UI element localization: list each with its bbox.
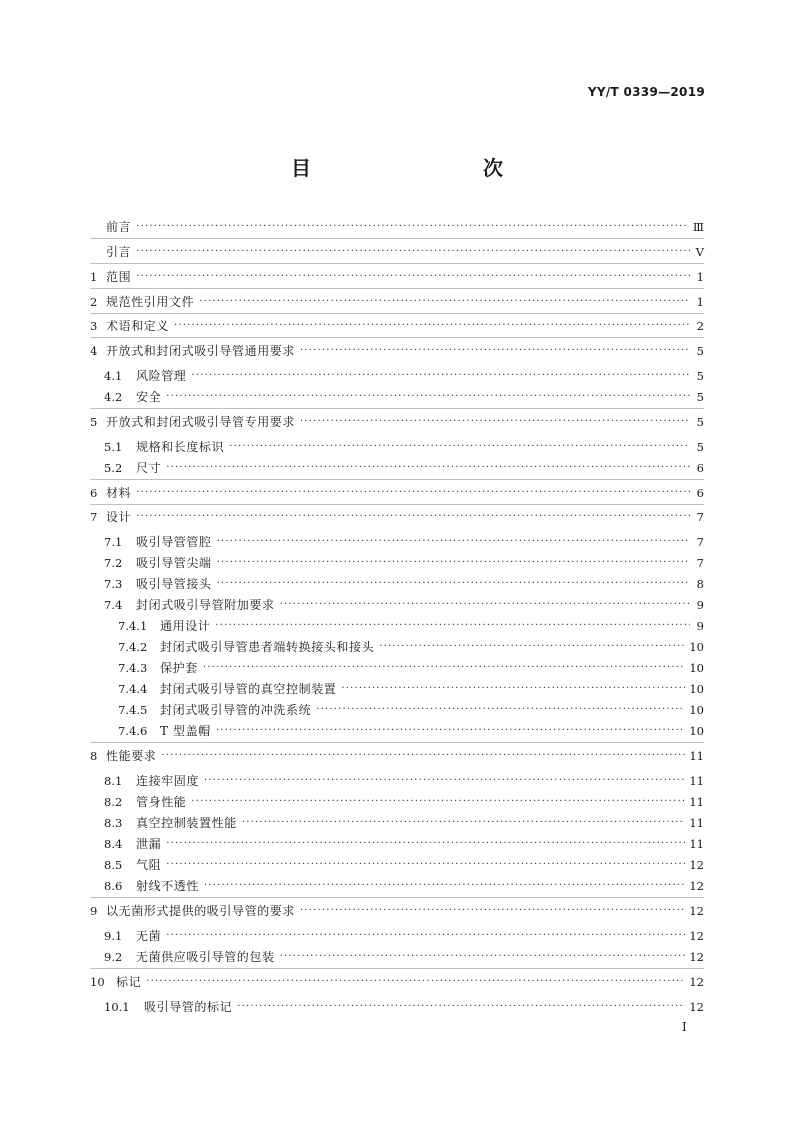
toc-entry-label: 术语和定义 <box>106 319 170 333</box>
toc-entry-page: 12 <box>689 858 704 872</box>
toc-entry-number: 8 <box>90 749 98 763</box>
toc-entry[interactable] <box>90 616 704 636</box>
toc-entry-page: 5 <box>696 344 704 358</box>
toc-entry-page: 5 <box>696 390 704 404</box>
dot-leader <box>191 792 685 812</box>
toc-entry[interactable] <box>90 855 704 875</box>
toc-entry-page: 5 <box>696 440 704 454</box>
toc-entry-label: 射线不透性 <box>136 879 200 893</box>
toc-entry-label: 尺寸 <box>136 461 162 475</box>
dot-leader <box>280 595 690 615</box>
toc-entry-label: 开放式和封闭式吸引导管专用要求 <box>106 415 296 429</box>
toc-entry-number: 3 <box>90 319 98 333</box>
dot-leader <box>300 901 685 921</box>
dot-leader <box>237 997 685 1017</box>
toc-separator <box>90 238 704 239</box>
toc-entry[interactable] <box>90 792 704 812</box>
toc-entry-label: 规格和长度标识 <box>136 440 225 454</box>
toc-entry-number: 9 <box>90 904 98 918</box>
dot-leader <box>204 876 685 896</box>
toc-entry-page: 2 <box>696 319 704 333</box>
toc-entry-label: 吸引导管管腔 <box>136 535 212 549</box>
dot-leader <box>174 316 690 336</box>
toc-entry[interactable] <box>90 679 704 699</box>
toc-entry-label: 以无菌形式提供的吸引导管的要求 <box>106 904 296 918</box>
toc-entry-page: 8 <box>696 577 704 591</box>
toc-entry-number: 5 <box>90 415 98 429</box>
toc-entry[interactable] <box>90 972 704 992</box>
toc-entry-number: 4.1 <box>104 369 123 383</box>
toc-entry[interactable] <box>90 901 704 921</box>
toc-entry[interactable] <box>90 997 704 1017</box>
toc-entry[interactable] <box>90 658 704 678</box>
toc-entry[interactable] <box>90 412 704 432</box>
toc-entry-page: 11 <box>689 837 704 851</box>
toc-entry-page: 6 <box>696 486 704 500</box>
toc-entry-number: 5.2 <box>104 461 123 475</box>
toc-entry-label: 封闭式吸引导管的冲洗系统 <box>160 703 312 717</box>
toc-entry-label: 保护套 <box>160 661 198 675</box>
toc-entry[interactable] <box>90 366 704 386</box>
toc-entry-page: 1 <box>696 295 704 309</box>
dot-leader <box>341 679 685 699</box>
toc-separator <box>90 742 704 743</box>
toc-entry-page: 12 <box>689 1000 704 1014</box>
dot-leader <box>379 637 685 657</box>
toc-entry-page: 7 <box>696 556 704 570</box>
toc-separator <box>90 504 704 505</box>
toc-entry[interactable] <box>90 267 704 287</box>
dot-leader <box>166 387 690 407</box>
toc-entry-page: 9 <box>696 619 704 633</box>
toc-entry[interactable] <box>90 437 704 457</box>
dot-leader <box>161 746 685 766</box>
toc-entry-label: 吸引导管尖端 <box>136 556 212 570</box>
dot-leader <box>217 532 690 552</box>
toc-entry[interactable] <box>90 242 704 262</box>
dot-leader <box>204 771 685 791</box>
dot-leader <box>136 507 690 527</box>
toc-entry-label: 规范性引用文件 <box>106 295 195 309</box>
toc-separator <box>90 337 704 338</box>
toc-entry-page: 6 <box>696 461 704 475</box>
toc-entry-label: 吸引导管的标记 <box>144 1000 233 1014</box>
toc-entry-number: 7.2 <box>104 556 123 570</box>
toc-entry-number: 10.1 <box>104 1000 130 1014</box>
toc-entry-label: 管身性能 <box>136 795 187 809</box>
toc-entry-page: 12 <box>689 879 704 893</box>
dot-leader <box>300 412 690 432</box>
toc-entry-number: 4.2 <box>104 390 123 404</box>
toc-entry-page: 12 <box>689 929 704 943</box>
toc-entry-label: 设计 <box>106 510 132 524</box>
toc-entry-number: 4 <box>90 344 98 358</box>
dot-leader <box>203 658 686 678</box>
toc-entry-page: 10 <box>689 682 704 696</box>
dot-leader <box>166 834 685 854</box>
toc-entry[interactable] <box>90 217 704 237</box>
page-number: I <box>682 1020 687 1034</box>
toc-entry-label: 泄漏 <box>136 837 162 851</box>
toc-entry[interactable] <box>90 595 704 615</box>
toc-separator <box>90 263 704 264</box>
toc-entry-number: 6 <box>90 486 98 500</box>
toc-entry-label: 真空控制装置性能 <box>136 816 237 830</box>
page-title: 目 次 <box>291 156 547 180</box>
toc-entry-label: 封闭式吸引导管患者端转换接头和接头 <box>160 640 375 654</box>
document-code: YY/T 0339—2019 <box>587 85 705 99</box>
dot-leader <box>280 947 686 967</box>
toc-entry[interactable] <box>90 947 704 967</box>
toc-entry-page: 10 <box>689 661 704 675</box>
toc-entry-label: 安全 <box>136 390 162 404</box>
toc-entry-page: 10 <box>689 703 704 717</box>
dot-leader <box>229 437 690 457</box>
dot-leader <box>146 972 685 992</box>
dot-leader <box>166 855 685 875</box>
toc-entry-label: 性能要求 <box>106 749 157 763</box>
toc-entry-page: 10 <box>689 640 704 654</box>
dot-leader <box>136 217 689 237</box>
toc-entry-label: 气阻 <box>136 858 162 872</box>
toc-entry-page: Ⅲ <box>692 220 704 234</box>
toc-entry-page: 12 <box>689 904 704 918</box>
toc-entry-label: 引言 <box>106 245 132 259</box>
toc-entry-page: 11 <box>689 774 704 788</box>
toc-entry-number: 7.4.1 <box>118 619 148 633</box>
toc-entry[interactable] <box>90 387 704 407</box>
toc-entry-page: 1 <box>696 270 704 284</box>
toc-entry[interactable] <box>90 637 704 657</box>
toc-entry-label: 范围 <box>106 270 132 284</box>
toc-entry[interactable] <box>90 553 704 573</box>
toc-entry-number: 7 <box>90 510 98 524</box>
toc-entry-page: 12 <box>689 950 704 964</box>
toc-entry-label: 前言 <box>106 220 132 234</box>
toc-entry-page: 5 <box>696 369 704 383</box>
toc-entry-page: 9 <box>696 598 704 612</box>
dot-leader <box>215 616 690 636</box>
toc-entry-number: 8.2 <box>104 795 123 809</box>
toc-entry[interactable] <box>90 483 704 503</box>
toc-separator <box>90 408 704 409</box>
toc-entry[interactable] <box>90 458 704 478</box>
toc-entry-number: 2 <box>90 295 98 309</box>
toc-entry-number: 8.3 <box>104 816 123 830</box>
toc-entry-page: 11 <box>689 795 704 809</box>
toc-entry-label: 无菌供应吸引导管的包装 <box>136 950 275 964</box>
dot-leader <box>216 721 686 741</box>
toc-entry[interactable] <box>90 341 704 361</box>
toc-entry[interactable] <box>90 574 704 594</box>
dot-leader <box>217 574 690 594</box>
toc-entry-label: 封闭式吸引导管的真空控制装置 <box>160 682 337 696</box>
toc-entry-number: 7.4.2 <box>118 640 148 654</box>
toc-entry-label: 封闭式吸引导管附加要求 <box>136 598 275 612</box>
toc-separator <box>90 288 704 289</box>
toc-entry[interactable] <box>90 532 704 552</box>
toc-entry-number: 7.4 <box>104 598 123 612</box>
toc-entry-label: 无菌 <box>136 929 162 943</box>
dot-leader <box>316 700 685 720</box>
toc-entry-number: 7.3 <box>104 577 123 591</box>
toc-entry[interactable] <box>90 834 704 854</box>
toc-entry[interactable] <box>90 316 704 336</box>
toc-separator <box>90 968 704 969</box>
toc-entry[interactable] <box>90 746 704 766</box>
dot-leader <box>166 926 685 946</box>
toc-entry-number: 7.4.6 <box>118 724 148 738</box>
toc-entry-page: 12 <box>689 975 704 989</box>
dot-leader <box>199 292 690 312</box>
toc-separator <box>90 313 704 314</box>
toc-entry-page: Ⅴ <box>695 245 704 259</box>
dot-leader <box>136 267 690 287</box>
toc-entry-number: 7.4.5 <box>118 703 148 717</box>
toc-entry-label: 吸引导管接头 <box>136 577 212 591</box>
toc-entry-label: 材料 <box>106 486 132 500</box>
dot-leader <box>217 553 690 573</box>
dot-leader <box>166 458 690 478</box>
toc-entry-label: 风险管理 <box>136 369 187 383</box>
toc-entry-label: 连接牢固度 <box>136 774 200 788</box>
toc-entry[interactable] <box>90 813 704 833</box>
toc-entry-number: 5.1 <box>104 440 123 454</box>
toc-entry-page: 11 <box>689 749 704 763</box>
toc-entry-number: 9.1 <box>104 929 123 943</box>
toc-entry-number: 8.4 <box>104 837 123 851</box>
toc-entry-number: 9.2 <box>104 950 123 964</box>
toc-separator <box>90 479 704 480</box>
dot-leader <box>242 813 686 833</box>
toc-entry-number: 8.6 <box>104 879 123 893</box>
toc-separator <box>90 897 704 898</box>
toc-entry-page: 7 <box>696 510 704 524</box>
toc-entry-number: 8.5 <box>104 858 123 872</box>
toc-entry-number: 10 <box>90 975 105 989</box>
toc-entry[interactable] <box>90 292 704 312</box>
toc-entry-label: 标记 <box>116 975 142 989</box>
dot-leader <box>300 341 690 361</box>
toc-entry-label: 通用设计 <box>160 619 211 633</box>
toc-entry[interactable] <box>90 771 704 791</box>
toc-entry-number: 8.1 <box>104 774 123 788</box>
dot-leader <box>136 242 690 262</box>
toc-entry-page: 10 <box>689 724 704 738</box>
toc-entry-label: T 型盖帽 <box>160 724 211 738</box>
toc-entry-page: 5 <box>696 415 704 429</box>
toc-entry[interactable] <box>90 507 704 527</box>
toc-entry-label: 开放式和封闭式吸引导管通用要求 <box>106 344 296 358</box>
toc-entry-page: 11 <box>689 816 704 830</box>
dot-leader <box>191 366 690 386</box>
toc-entry-number: 1 <box>90 270 98 284</box>
toc-entry[interactable] <box>90 926 704 946</box>
toc-entry[interactable] <box>90 876 704 896</box>
toc-entry[interactable] <box>90 700 704 720</box>
toc-entry[interactable] <box>90 721 704 741</box>
toc-entry-number: 7.4.4 <box>118 682 148 696</box>
toc-entry-number: 7.1 <box>104 535 123 549</box>
dot-leader <box>136 483 690 503</box>
toc-entry-page: 7 <box>696 535 704 549</box>
toc-entry-number: 7.4.3 <box>118 661 148 675</box>
